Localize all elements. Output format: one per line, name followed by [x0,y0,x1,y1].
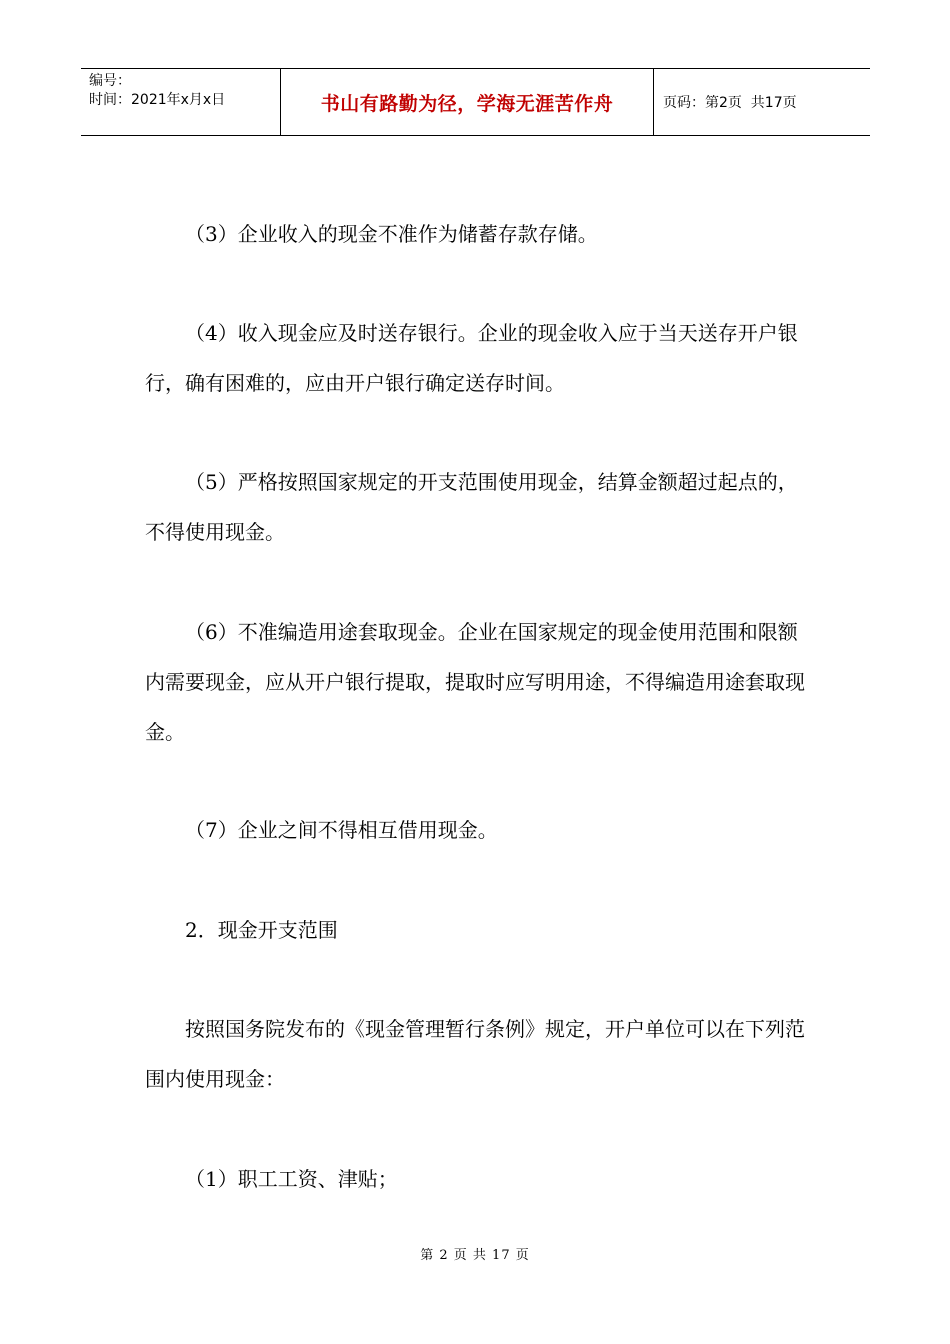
paragraph: （5）严格按照国家规定的开支范围使用现金，结算金额超过起点的，不得使用现金。 [145,470,798,544]
header-page-info: 页码：第2页 共17页 [663,95,797,111]
header-meta-cell [81,69,281,135]
section-heading: 2．现金开支范围 [185,918,338,942]
header-number-label: 编号： [89,73,131,89]
paragraph: 按照国务院发布的《现金管理暂行条例》规定，开户单位可以在下列范围内使用现金： [145,1017,805,1091]
paragraph: （3）企业收入的现金不准作为储蓄存款存储。 [185,222,598,246]
paragraph: （4）收入现金应及时送存银行。企业的现金收入应于当天送存开户银行，确有困难的，应由开户银行确定送存时间。 [145,321,798,395]
document-header [81,68,870,136]
header-motto: 书山有路勤为径，学海无涯苦作舟 [320,92,614,115]
header-time-label: 时间：2021年x月x日 [89,92,226,108]
header-motto-cell [281,69,654,135]
paragraph: （1）职工工资、津贴； [185,1167,398,1191]
paragraph: （6）不准编造用途套取现金。企业在国家规定的现金使用范围和限额内需要现金，应从开户银行提取，提取时应写明用途，不得编造用途套取现金。 [145,620,805,744]
paragraph: （7）企业之间不得相互借用现金。 [185,818,498,842]
page-footer: 第 2 页 共 17 页 [420,1248,530,1263]
